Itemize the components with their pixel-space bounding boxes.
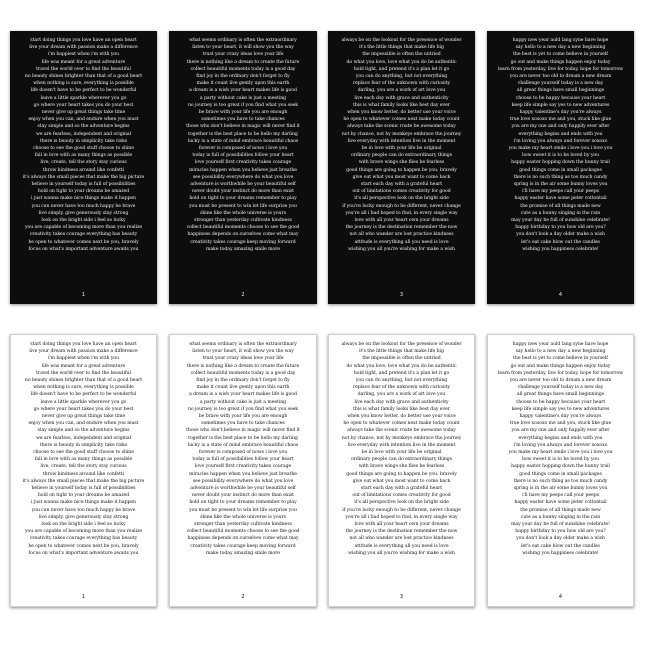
quote-line: go where your heart takes you do your best xyxy=(33,406,134,412)
quote-line: you are capable of becoming more than you realize xyxy=(24,225,143,231)
quote-line: stay simple and so the adventure begins xyxy=(37,428,130,434)
quote-line: forever is composed of nows i love you xyxy=(198,146,288,152)
quote-line: wishing you all you're wishing for make a wish xyxy=(348,550,455,556)
quote-line: do what you love, love what you do be authentic xyxy=(346,363,457,369)
quote-line: cute as a bunny singing in the rain xyxy=(520,210,601,216)
quote-line: let's eat cake blow out the candles xyxy=(521,543,600,549)
quote-line: darling, you are a work of art love you xyxy=(357,392,446,398)
quote-line: collect beautiful moments today is a good day xyxy=(190,66,296,72)
quote-line: happy easter have some peter cottontail xyxy=(514,500,607,506)
quote-line: you can never have too much happy be brave xyxy=(31,203,136,209)
quote-line: attitude is everything all you need is love xyxy=(354,239,449,245)
quote-line: you don't look a day older make a wish xyxy=(516,536,605,542)
quote-line: there is nothing like a dream to create the future xyxy=(186,59,300,65)
card-number: 3 xyxy=(399,594,404,600)
quote-line: replace fear of the unknown with curiosity xyxy=(352,81,451,87)
quote-line: make it count live gently upon this earth xyxy=(196,81,290,87)
quote-line: live your dream with passion make a difference xyxy=(29,349,138,355)
quote-line: happy easter hopping down the bunny trail xyxy=(511,464,610,470)
quote-line: you are capable of becoming more than you realize xyxy=(24,529,143,535)
quote-line: stronger than yesterday cultivate kindness xyxy=(194,522,292,528)
quote-line: be open to whatever comes next make today count xyxy=(343,421,460,427)
quote-line: we are fearless, independent and original xyxy=(35,131,132,137)
quote-line: make it count live gently upon this earth xyxy=(196,385,290,391)
quote-line: lucky is a state of mind embrace beautiful chaos xyxy=(187,442,299,448)
quote-line: adventure is worthwhile be your beautiful self xyxy=(190,182,296,188)
quote-line: challenge yourself today is a new day xyxy=(517,385,604,391)
quote-line: how sweet it is to be loved by you xyxy=(522,457,599,463)
quote-line: keep life simple say yes to new adventures xyxy=(511,102,610,108)
quote-line: this is what family looks like best day ever xyxy=(353,102,450,108)
quote-line: life was meant for a great adventure xyxy=(41,363,126,369)
quote-line: i just wanna make nice things make it happen xyxy=(31,500,136,506)
quote-line: happy easter hopping down the bunny trail xyxy=(511,160,610,166)
quote-line: no journey is too great if you find what you seek xyxy=(187,406,299,412)
quote-lines xyxy=(18,341,149,557)
card-number: 1 xyxy=(81,292,86,298)
quote-line: live everyday with intention live in the moment xyxy=(347,138,456,144)
quote-line: it's all perspective look on the bright side xyxy=(354,500,449,506)
quote-lines xyxy=(335,37,468,253)
quote-line: learn from yesterday, live for today, hope for tomorrow xyxy=(497,370,624,376)
quote-line: listen to your heart, it will show you the way xyxy=(192,349,294,355)
quote-line: wishing you happiness celebrate! xyxy=(522,246,599,252)
quote-line: always take the scenic route be awesome today xyxy=(347,428,456,434)
quote-line: adventure is worthwhile be your beautiful self xyxy=(190,486,296,492)
quote-line: you are never too old to dream a new dream xyxy=(509,378,612,384)
quote-line: true love xoxoxo me and you, stuck like glue xyxy=(509,421,612,427)
quote-line: let's eat cake blow out the candles xyxy=(521,239,600,245)
quote-line: miracles happen when you believe just breathe xyxy=(189,471,297,477)
quote-line: the best is yet to come believe in yourself xyxy=(513,356,608,362)
quote-line: spring is in the air some bunny loves you xyxy=(513,486,608,492)
quote-line: this is what family looks like best day ever xyxy=(353,406,450,412)
quote-line: stay simple and so the adventure begins xyxy=(37,124,130,130)
quote-lines xyxy=(17,37,150,253)
quote-line: never doubt your instinct do more than exist xyxy=(192,189,294,195)
quote-line: when nothing is sure, everything is possible xyxy=(33,385,134,391)
quote-line: live simply, give generously stay strong xyxy=(38,210,129,216)
quote-line: everything begins and ends with you xyxy=(518,131,603,137)
quote-line: be in love with your life be original xyxy=(361,450,442,456)
quote-line: everything begins and ends with you xyxy=(518,435,603,441)
quote-line: it's all perspective look on the bright side xyxy=(354,196,449,202)
quote-line: it's always the small pieces that make the big picture xyxy=(22,478,145,484)
quote-line: hold on tight to your dreams remember to play xyxy=(189,196,297,202)
quote-line: trust your crazy ideas love your life xyxy=(202,356,284,362)
quote-card-1-light xyxy=(10,334,157,607)
quote-line: make today amazing smile more xyxy=(206,246,280,252)
quote-lines xyxy=(336,341,467,557)
quote-line: never give up great things take time xyxy=(41,414,126,420)
quote-line: may your day be full of sunshine celebrate! xyxy=(511,522,610,528)
quote-line: love with all your heart own your dreams xyxy=(354,218,449,224)
quote-line: stronger than yesterday cultivate kindness xyxy=(194,218,292,224)
quote-line: creativity takes courage keep moving forward xyxy=(190,543,296,549)
quote-line: all great things have small beginnings xyxy=(516,392,605,398)
quote-line: a party without cake is just a meeting xyxy=(199,399,287,405)
quote-line: live simply, give generously stay strong xyxy=(38,514,129,520)
quote-line: creativity takes courage everything has beauty xyxy=(29,232,138,238)
quote-card-3-dark xyxy=(328,31,475,304)
quote-line: the impossible is often the untried xyxy=(362,356,441,362)
quote-line: replace fear of the unknown with curiosity xyxy=(352,385,451,391)
quote-line: trust your crazy ideas love your life xyxy=(202,52,284,58)
card-number: 3 xyxy=(399,292,404,298)
quote-line: find joy in the ordinary don't forget to fly xyxy=(196,74,290,80)
quote-line: no beauty shines brighter than that of a good heart xyxy=(24,378,143,384)
quote-line: you must be present to win let life surprise you xyxy=(189,507,297,513)
quote-line: hold on tight to your dreams be amazed xyxy=(37,189,130,195)
quote-card-4-light xyxy=(487,334,634,607)
quote-line: i'm happiest when i'm with you xyxy=(47,356,120,362)
quote-line: the promise of all things made new xyxy=(520,507,601,513)
quote-line: shine like the whole universe is yours xyxy=(200,514,286,520)
quote-line: live everyday with intention live in the moment xyxy=(347,442,456,448)
quote-line: happiness depends on ourselves come what may xyxy=(187,536,299,542)
quote-line: say hello to a new day a new beginning xyxy=(515,349,606,355)
quote-line: when you know better, do better use your voice xyxy=(347,414,456,420)
quote-line: always be on the lookout for the presence of wonder xyxy=(341,38,462,43)
quote-line: ordinary people can do extraordinary things xyxy=(350,153,453,159)
quote-line: ordinary people can do extraordinary things xyxy=(350,457,453,463)
quote-line: enjoy when you can, and endure when you must xyxy=(28,117,139,123)
quote-line: collect beautiful moments today is a good day xyxy=(190,370,296,376)
quote-line: miracles happen when you believe just breathe xyxy=(189,167,297,173)
quote-line: start doing things you love have an open heart xyxy=(30,38,137,43)
quote-line: if you're lucky enough to be different, never change xyxy=(342,507,461,513)
quote-line: you can never have too much happy be brave xyxy=(31,507,136,513)
quote-line: all great things have small beginnings xyxy=(516,88,605,94)
quote-line: good things come in small packages xyxy=(519,167,602,173)
card-number: 4 xyxy=(558,594,563,600)
quote-line: challenge yourself today is a new day xyxy=(517,81,604,87)
quote-line: there is nothing like a dream to create the future xyxy=(186,363,300,369)
quote-line: be brave with your life you are enough xyxy=(198,110,288,116)
card-number: 2 xyxy=(241,292,245,298)
quote-card-2-dark xyxy=(169,31,317,304)
quote-line: i'm loving you always and forever xoxoxo xyxy=(513,442,608,448)
quote-line: shine like the whole universe is yours xyxy=(200,210,286,216)
quote-lines xyxy=(495,341,626,557)
quote-line: focus on what's important adventure awaits you xyxy=(28,246,139,252)
quote-line: you must be present to win let life surprise you xyxy=(189,203,297,209)
quote-line: give out what you most want to come back xyxy=(352,174,451,180)
quote-line: a dream is a wish your heart makes life is good xyxy=(189,88,297,94)
quote-line: today is full of possibilities follow your heart xyxy=(192,457,294,463)
quote-line: sometimes you have to take chances xyxy=(201,421,285,427)
quote-card-3-light xyxy=(328,334,475,607)
quote-line: live your dream with passion make a difference xyxy=(29,45,138,51)
quote-line: be open to whatever comes next be you, bravely xyxy=(28,543,139,549)
card-number: 4 xyxy=(558,292,563,298)
quote-line: there is no such thing as too much candy xyxy=(513,478,608,484)
quote-line: be open to whatever comes next make today count xyxy=(343,117,460,123)
quote-line: happiness depends on ourselves come what may xyxy=(187,232,299,238)
quote-line: i'll have my peeps call your peeps xyxy=(522,493,599,499)
quote-line: it's the little things that make life big xyxy=(359,349,444,355)
quote-line: a dream is a wish your heart makes life is good xyxy=(189,392,297,398)
quote-line: not by chance, not by monkeys embrace the journey xyxy=(341,131,462,137)
quote-line: if you're lucky enough to be different, never change xyxy=(342,203,461,209)
quote-line: love with all your heart own your dreams xyxy=(354,522,449,528)
quote-line: together is the best place to be hello my darling xyxy=(188,435,298,441)
quote-lines xyxy=(176,37,310,253)
quote-line: wishing you happiness celebrate! xyxy=(522,550,599,556)
quote-line: happy birthday to you how old are you? xyxy=(515,529,606,535)
quote-line: good things come in small packages xyxy=(519,471,602,477)
quote-line: be brave with your life you are enough xyxy=(198,414,288,420)
quote-line: enjoy when you can, and endure when you must xyxy=(28,421,139,427)
quote-line: say hello to a new day a new beginning xyxy=(515,45,606,51)
quote-line: give out what you most want to come back xyxy=(352,478,451,484)
quote-line: travel the world over to find the beautiful xyxy=(36,66,131,72)
quote-line: choose to see the good stuff choose to shine xyxy=(33,146,134,152)
quote-line: i'll have my peeps call your peeps xyxy=(522,189,599,195)
quote-line: good things are going to happen be you, bravely xyxy=(346,471,457,477)
quote-line: you're all i had hoped to find, in every single way xyxy=(345,210,458,216)
quote-line: true love xoxoxo me and you, stuck like glue xyxy=(509,117,612,123)
quote-line: never give up great things take time xyxy=(41,110,126,116)
quote-line: what seems ordinary is often the extraordinary xyxy=(189,342,297,347)
quote-line: out of limitations comes creativity for good xyxy=(352,493,451,499)
quote-line: you can do anything, but not everything xyxy=(355,378,448,384)
quote-line: a party without cake is just a meeting xyxy=(199,95,287,101)
quote-line: always take the scenic route be awesome today xyxy=(347,124,456,130)
quote-line: love yourself first creativity takes courage xyxy=(194,160,292,166)
quote-line: you are never too old to dream a new dream xyxy=(509,74,612,80)
quote-line: the best is yet to come believe in yourself xyxy=(513,52,608,58)
quote-line: i'm happiest when i'm with you xyxy=(47,52,120,58)
quote-line: forever is composed of nows i love you xyxy=(198,450,288,456)
quote-line: we are fearless, independent and original xyxy=(35,435,132,441)
quote-line: learn from yesterday, live for today, hope for tomorrow xyxy=(497,66,624,72)
quote-line: you make my heart smile i love you i love you xyxy=(508,450,613,456)
quote-line: hold tight, and pretend it's a plan let it go xyxy=(353,370,450,376)
quote-line: look on the bright side i feel so lucky xyxy=(41,218,126,224)
quote-line: hold tight, and pretend it's a plan let it go xyxy=(353,66,450,72)
quote-line: choose to see the good stuff choose to shine xyxy=(33,450,134,456)
quote-line: fall in love with as many things as possible xyxy=(34,457,133,463)
quote-line: out of limitations comes creativity for good xyxy=(352,189,451,195)
quote-line: choose to be happy because your heart xyxy=(515,399,606,405)
quote-line: happy valentine's day you're always xyxy=(519,110,602,116)
quote-line: there is beauty in simplicity take risks xyxy=(39,442,128,448)
quote-line: i just wanna make nice things make it happen xyxy=(31,196,136,202)
quote-line: when nothing is sure, everything is possible xyxy=(33,81,134,87)
quote-line: wishing you all you're wishing for make a wish xyxy=(348,246,455,252)
quote-line: see possibility everywhere do what you love xyxy=(192,174,294,180)
quote-line: find joy in the ordinary don't forget to fly xyxy=(196,378,290,384)
quote-line: not all who wander are lost practice kindness xyxy=(349,232,454,238)
quote-line: the journey is the destination remember the now xyxy=(345,225,458,231)
quote-card-1-dark xyxy=(10,31,157,304)
quote-line: be in love with your life be original xyxy=(361,146,442,152)
quote-line: love yourself first creativity takes courage xyxy=(194,464,292,470)
quote-line: you can do anything, but not everything xyxy=(355,74,448,80)
quote-line: throw kindness around like confetti xyxy=(42,471,125,477)
quote-line: go where your heart takes you do your best xyxy=(33,102,134,108)
quote-line: those who don't believe in magic will never find it xyxy=(186,428,300,434)
quote-line: cute as a bunny singing in the rain xyxy=(520,514,601,520)
quote-line: believe in yourself today is full of possibilities xyxy=(31,182,136,188)
quote-card-2-light xyxy=(169,334,317,607)
quote-lines xyxy=(177,341,309,557)
quote-line: leave a little sparkle wherever you go xyxy=(40,95,127,101)
quote-line: happy new year auld lang syne have hope xyxy=(512,38,609,43)
quote-line: see possibility everywhere do what you love xyxy=(192,478,294,484)
quote-line: go out and make things happen enjoy today xyxy=(510,59,611,65)
quote-line: life doesn't have to be perfect to be wonderful xyxy=(30,392,137,398)
quote-line: collect beautiful moments choose to see the good xyxy=(186,529,300,535)
quote-line: start each day with a grateful heart xyxy=(360,182,443,188)
quote-line: the impossible is often the untried xyxy=(362,52,441,58)
quote-line: not all who wander are lost practice kindness xyxy=(349,536,454,542)
quote-line: spring is in the air some bunny loves you xyxy=(513,182,608,188)
quote-line: fall in love with as many things as possible xyxy=(34,153,133,159)
quote-line: listen to your heart, it will show you the way xyxy=(192,45,294,51)
quote-line: what seems ordinary is often the extraordinary xyxy=(189,38,297,43)
quote-line: good things are going to happen be you, bravely xyxy=(346,167,457,173)
quote-line: those who don't believe in magic will never find it xyxy=(186,124,300,130)
quote-line: it's always the small pieces that make the big picture xyxy=(22,174,145,180)
quote-line: you are my one and only happily ever after xyxy=(511,124,610,130)
quote-line: today is full of possibilities follow your heart xyxy=(192,153,294,159)
quote-line: leave a little sparkle wherever you go xyxy=(40,399,127,405)
quote-line: the journey is the destination remember the now xyxy=(345,529,458,535)
quote-line: not by chance, not by monkeys embrace the journey xyxy=(341,435,462,441)
quote-line: always be on the lookout for the presence of wonder xyxy=(341,342,462,347)
quote-line: i'm loving you always and forever xoxoxo xyxy=(513,138,608,144)
quote-line: start doing things you love have an open heart xyxy=(30,342,137,347)
quote-line: life doesn't have to be perfect to be wonderful xyxy=(30,88,137,94)
quote-line: it's the little things that make life big xyxy=(359,45,444,51)
quote-line: sometimes you have to take chances xyxy=(201,117,285,123)
quote-line: lucky is a state of mind embrace beautiful chaos xyxy=(187,138,299,144)
quote-line: creativity takes courage everything has beauty xyxy=(29,536,138,542)
quote-line: the promise of all things made new xyxy=(520,203,601,209)
quote-line: with brave wings she flies be fearless xyxy=(358,160,445,166)
quote-line: never doubt your instinct do more than exist xyxy=(192,493,294,499)
card-number: 1 xyxy=(81,594,86,600)
quote-line: darling, you are a work of art love you xyxy=(357,88,446,94)
quote-line: happy new year auld lang syne have hope xyxy=(512,342,609,347)
quote-line: you don't look a day older make a wish xyxy=(516,232,605,238)
quote-line: attitude is everything all you need is love xyxy=(354,543,449,549)
quote-line: live, create, tell the story stay curious xyxy=(40,160,127,166)
quote-line: you make my heart smile i love you i love you xyxy=(508,146,613,152)
quote-line: make today amazing smile more xyxy=(206,550,280,556)
quote-line: no journey is too great if you find what you seek xyxy=(187,102,299,108)
quote-line: throw kindness around like confetti xyxy=(42,167,125,173)
quote-line: happy birthday to you how old are you? xyxy=(515,225,606,231)
quote-line: travel the world over to find the beautiful xyxy=(36,370,131,376)
quote-line: hold on tight to your dreams remember to play xyxy=(189,500,297,506)
quote-lines xyxy=(494,37,627,253)
quote-line: be open to whatever comes next be you, bravely xyxy=(28,239,139,245)
quote-line: happy valentine's day you're always xyxy=(519,414,602,420)
quote-line: live each day with grace and authenticity xyxy=(354,399,449,405)
quote-line: hold on tight to your dreams be amazed xyxy=(37,493,130,499)
quote-card-4-dark xyxy=(487,31,634,304)
quote-line: when you know better, do better use your voice xyxy=(347,110,456,116)
quote-line: may your day be full of sunshine celebrate! xyxy=(511,218,610,224)
quote-line: there is beauty in simplicity take risks xyxy=(39,138,128,144)
quote-line: happy easter have some peter cottontail xyxy=(514,196,607,202)
quote-line: with brave wings she flies be fearless xyxy=(358,464,445,470)
quote-line: look on the bright side i feel so lucky xyxy=(41,522,126,528)
quote-line: focus on what's important adventure awaits you xyxy=(28,550,139,556)
quote-line: believe in yourself today is full of possibilities xyxy=(31,486,136,492)
quote-line: do what you love, love what you do be authentic xyxy=(346,59,457,65)
quote-line: choose to be happy because your heart xyxy=(515,95,606,101)
quote-line: live, create, tell the story stay curious xyxy=(40,464,127,470)
card-number: 2 xyxy=(241,594,245,600)
quote-line: go out and make things happen enjoy today xyxy=(510,363,611,369)
quote-line: life was meant for a great adventure xyxy=(41,59,126,65)
quote-line: live each day with grace and authenticity xyxy=(354,95,449,101)
quote-line: together is the best place to be hello my darling xyxy=(188,131,298,137)
quote-line: creativity takes courage keep moving forward xyxy=(190,239,296,245)
quote-line: collect beautiful moments choose to see the good xyxy=(186,225,300,231)
quote-line: you are my one and only happily ever after xyxy=(511,428,610,434)
quote-line: there is no such thing as too much candy xyxy=(513,174,608,180)
quote-line: you're all i had hoped to find, in every single way xyxy=(345,514,458,520)
quote-line: how sweet it is to be loved by you xyxy=(522,153,599,159)
quote-line: no beauty shines brighter than that of a good heart xyxy=(24,74,143,80)
quote-line: keep life simple say yes to new adventures xyxy=(511,406,610,412)
quote-line: start each day with a grateful heart xyxy=(360,486,443,492)
